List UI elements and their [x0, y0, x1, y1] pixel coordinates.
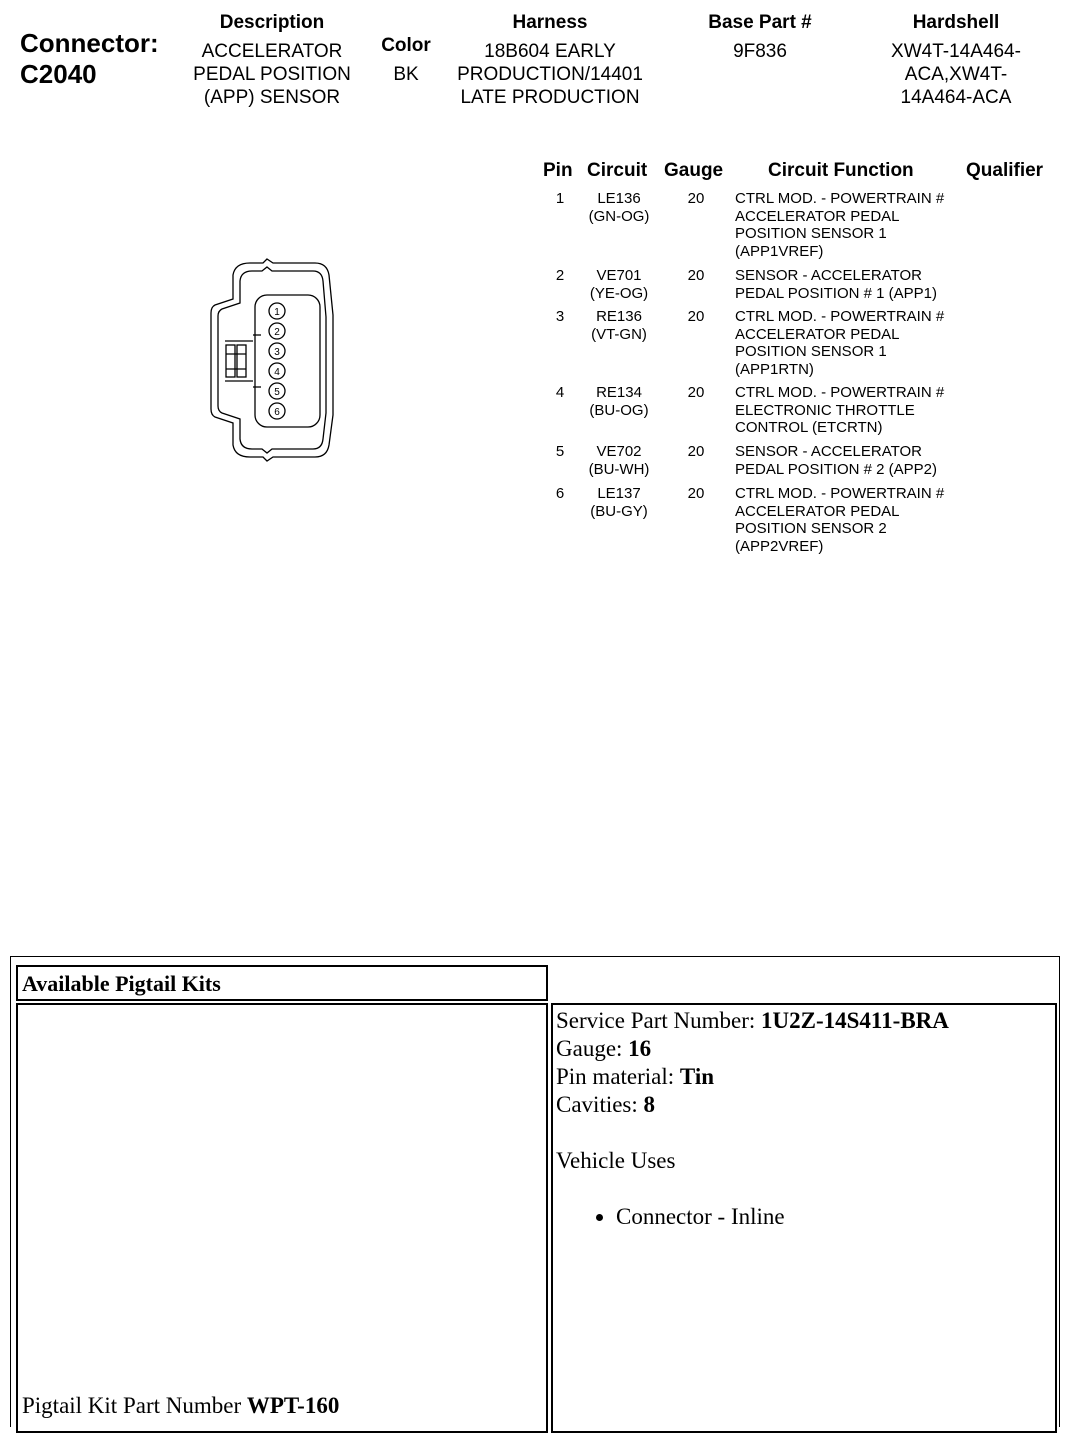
pin-gauge: 20: [687, 308, 705, 325]
circuit-function: [735, 384, 975, 437]
function-line: ELECTRONIC THROTTLE: [735, 401, 915, 419]
pin-circuit: [584, 267, 654, 302]
circuit-function: [735, 443, 975, 478]
base-part-column: [680, 11, 840, 63]
service-part-number: [556, 1007, 1052, 1035]
kit-gauge: [556, 1035, 1052, 1063]
function-line: (APP1VREF): [735, 242, 824, 260]
circuit-code: VE702: [596, 443, 642, 460]
pigtail-kit-table: [10, 956, 1060, 1427]
function-line: CTRL MOD. - POWERTRAIN #: [735, 308, 945, 325]
function-line: POSITION SENSOR 1: [735, 343, 887, 360]
hardshell-label: Hardshell: [912, 12, 1000, 33]
kit-gauge-value: 16: [628, 1036, 652, 1061]
pigtail-kit-cell: [16, 1003, 548, 1433]
function-line: ACCELERATOR PEDAL: [735, 207, 900, 225]
circuit-function: [735, 190, 975, 260]
hardshell-line: ACA,XW4T-: [904, 64, 1008, 85]
pin-number: 4: [555, 384, 565, 401]
cavity-number: 4: [274, 367, 280, 378]
pin-gauge: 20: [687, 443, 705, 460]
function-line: PEDAL POSITION # 2 (APP2): [735, 460, 938, 478]
function-line: (APP1RTN): [735, 360, 814, 378]
wire-color: (GN-OG): [588, 207, 650, 225]
pin-material-label: Pin material:: [556, 1064, 675, 1089]
service-part-cell: [551, 1003, 1057, 1433]
harness-line: PRODUCTION/14401: [457, 64, 643, 85]
pin-gauge: 20: [687, 267, 705, 284]
pin-circuit: [584, 190, 654, 225]
base-part-value: 9F836: [733, 41, 787, 62]
color-label: Color: [381, 35, 431, 56]
connector-face-diagram: [205, 255, 340, 470]
function-line: CTRL MOD. - POWERTRAIN #: [735, 485, 945, 502]
pin-circuit: [584, 485, 654, 520]
circuit-function: [735, 267, 975, 302]
cavities-label: Cavities:: [556, 1092, 638, 1117]
pin-number: 2: [555, 267, 565, 284]
harness-line: 18B604 EARLY: [484, 41, 616, 62]
pin-number: 5: [555, 443, 565, 460]
pigtail-kit-value: WPT-160: [246, 1393, 340, 1418]
wire-color: (BU-GY): [590, 502, 648, 520]
pin-circuit: [584, 308, 654, 343]
circuit-code: RE136: [596, 308, 642, 325]
connector-label: Connector:: [20, 28, 159, 58]
cavity-number: 3: [274, 347, 280, 358]
function-line: POSITION SENSOR 2: [735, 520, 887, 537]
wire-color: (BU-OG): [589, 401, 649, 419]
function-line: ACCELERATOR PEDAL: [735, 502, 900, 520]
hardshell-column: [860, 11, 1052, 109]
circuit-code: VE701: [596, 267, 642, 284]
description-column: [172, 11, 372, 109]
circuit-code: LE136: [597, 190, 641, 207]
pin-gauge: 20: [687, 485, 705, 502]
pin-number: 3: [555, 308, 565, 325]
pin-number: 1: [555, 190, 565, 207]
circuit-function: [735, 308, 975, 378]
cavities-value: 8: [643, 1092, 656, 1117]
vehicle-uses-list: [556, 1203, 1052, 1231]
color-value: BK: [393, 64, 419, 85]
pin-gauge: 20: [687, 384, 705, 401]
function-line: CTRL MOD. - POWERTRAIN #: [735, 190, 945, 207]
pin-circuit: [584, 443, 654, 478]
description-line: PEDAL POSITION: [193, 64, 351, 85]
hardshell-line: XW4T-14A464-: [891, 41, 1021, 62]
circuit-code: LE137: [597, 485, 641, 502]
wire-color: (YE-OG): [589, 284, 649, 302]
pin-material: [556, 1063, 1052, 1091]
function-line: (APP2VREF): [735, 537, 824, 555]
service-part-label: Service Part Number:: [556, 1008, 756, 1033]
connector-id: C2040: [20, 59, 97, 89]
pin-header: Pin: [543, 160, 573, 181]
cavity-number: 6: [274, 407, 280, 418]
pigtail-kit-label: Pigtail Kit Part Number: [22, 1393, 242, 1418]
function-line: SENSOR - ACCELERATOR: [735, 267, 922, 284]
description-line: ACCELERATOR: [201, 41, 343, 62]
function-line: CTRL MOD. - POWERTRAIN #: [735, 384, 945, 401]
pin-circuit: [584, 384, 654, 419]
wire-color: (VT-GN): [591, 325, 647, 343]
pigtail-kit-part-number: [22, 1393, 339, 1419]
harness-label: Harness: [512, 12, 588, 33]
base-part-label: Base Part #: [708, 12, 812, 33]
cavity-number: 2: [274, 327, 280, 338]
harness-line: LATE PRODUCTION: [460, 87, 640, 108]
pin-number: 6: [555, 485, 565, 502]
circuit-code: RE134: [596, 384, 642, 401]
hardshell-line: 14A464-ACA: [900, 87, 1012, 108]
color-column: [372, 34, 440, 86]
pigtail-kits-heading: Available Pigtail Kits: [16, 965, 548, 1001]
function-line: SENSOR - ACCELERATOR: [735, 443, 922, 460]
description-line: (APP) SENSOR: [203, 87, 341, 108]
vehicle-use-item: • Connector - Inline: [616, 1203, 1052, 1231]
circuit-function-header: Circuit Function: [768, 160, 914, 181]
circuit-header: Circuit: [587, 160, 648, 181]
qualifier-header: Qualifier: [966, 160, 1044, 181]
pin-material-value: Tin: [679, 1064, 715, 1089]
cavity-number: 5: [274, 387, 280, 398]
cavities: [556, 1091, 1052, 1119]
function-line: POSITION SENSOR 1: [735, 225, 887, 242]
vehicle-uses-title: Vehicle Uses: [556, 1148, 676, 1173]
service-part-value: 1U2Z-14S411-BRA: [761, 1008, 949, 1033]
wire-color: (BU-WH): [588, 460, 650, 478]
description-label: Description: [219, 12, 325, 33]
connector-title: [20, 28, 159, 90]
gauge-header: Gauge: [664, 160, 724, 181]
function-line: CONTROL (ETCRTN): [735, 419, 883, 436]
circuit-function: [735, 485, 975, 555]
cavity-number: 1: [274, 307, 280, 318]
kit-gauge-label: Gauge:: [556, 1036, 623, 1061]
function-line: PEDAL POSITION # 1 (APP1): [735, 284, 938, 302]
pin-gauge: 20: [687, 190, 705, 207]
harness-column: [440, 11, 660, 109]
function-line: ACCELERATOR PEDAL: [735, 325, 900, 343]
